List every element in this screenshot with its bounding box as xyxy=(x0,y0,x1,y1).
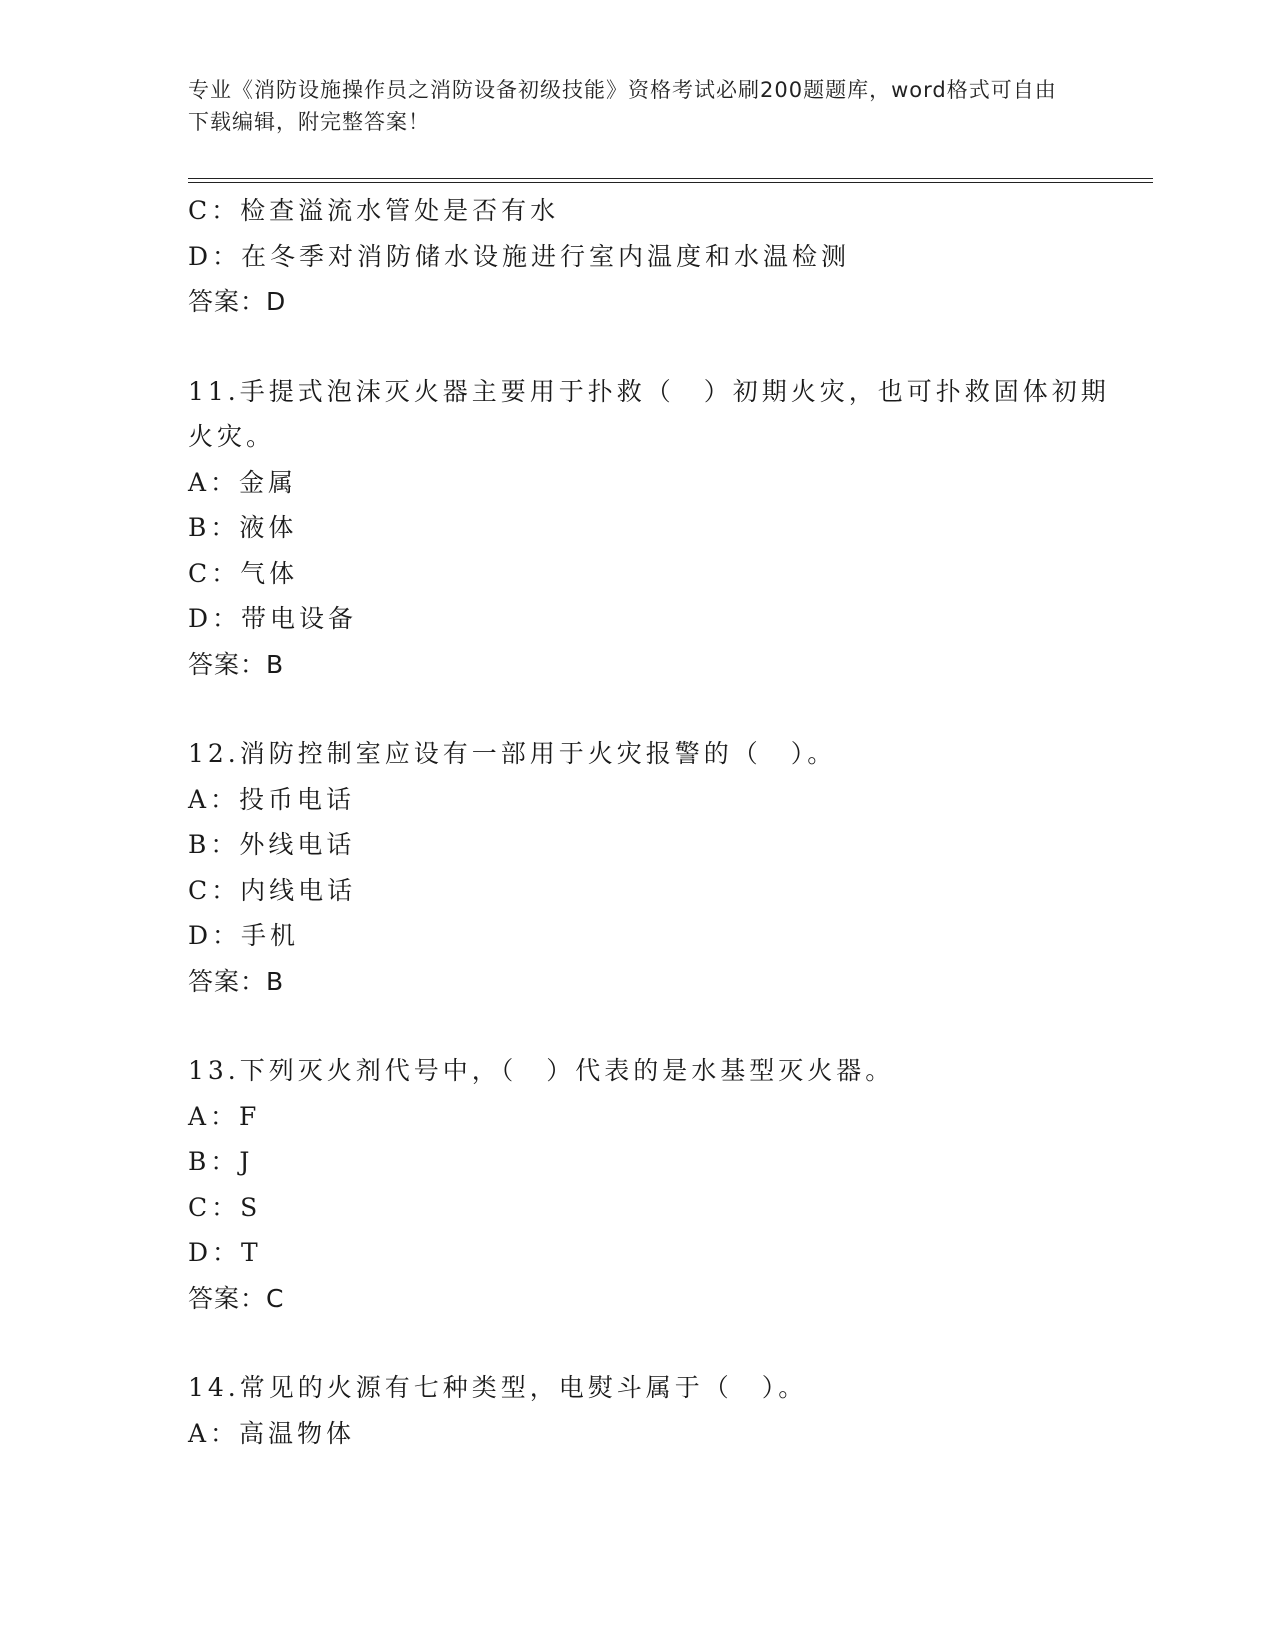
option-c: C：检查溢流水管处是否有水 xyxy=(188,196,560,225)
option-a: A：金属 xyxy=(188,467,298,497)
option-d: D：T xyxy=(188,1238,262,1267)
option-a: A：F xyxy=(188,1101,261,1131)
header-double-rule xyxy=(188,178,1153,183)
question-11 xyxy=(188,369,1128,688)
answer-line: 答案：B xyxy=(188,649,285,679)
option-d: D：手机 xyxy=(188,921,300,950)
carryover-question xyxy=(188,188,1128,325)
page-header xyxy=(188,74,1068,138)
question-stem: 12.消防控制室应设有一部用于火灾报警的（ ）。 xyxy=(188,739,837,768)
option-c: C：S xyxy=(188,1192,262,1222)
question-14 xyxy=(188,1365,1128,1456)
option-d: D：在冬季对消防储水设施进行室内温度和水温检测 xyxy=(188,241,851,271)
answer-line: 答案：B xyxy=(188,966,285,996)
option-d: D：带电设备 xyxy=(188,604,358,633)
option-b: B：液体 xyxy=(188,513,298,542)
question-stem: 14.常见的火源有七种类型，电熨斗属于（ ）。 xyxy=(188,1373,808,1402)
question-stem: 13.下列灭火剂代号中，（ ）代表的是水基型灭火器。 xyxy=(188,1056,895,1085)
question-content xyxy=(188,188,1128,1456)
header-title: 专业《消防设施操作员之消防设备初级技能》资格考试必刷200题题库，word格式可自由下载编辑，附完整答案！ xyxy=(188,78,1057,134)
answer-line: 答案：C xyxy=(188,1283,285,1313)
question-12 xyxy=(188,731,1128,1004)
option-a: A：高温物体 xyxy=(188,1418,356,1448)
option-c: C：气体 xyxy=(188,558,299,588)
question-13 xyxy=(188,1048,1128,1321)
option-c: C：内线电话 xyxy=(188,875,357,905)
option-b: B：外线电话 xyxy=(188,830,356,859)
answer-line: 答案：D xyxy=(188,287,287,316)
question-stem: 11.手提式泡沫灭火器主要用于扑救（ ）初期火灾，也可扑救固体初期火灾。 xyxy=(188,376,1110,451)
option-b: B：J xyxy=(188,1147,254,1176)
option-a: A：投币电话 xyxy=(188,784,356,814)
